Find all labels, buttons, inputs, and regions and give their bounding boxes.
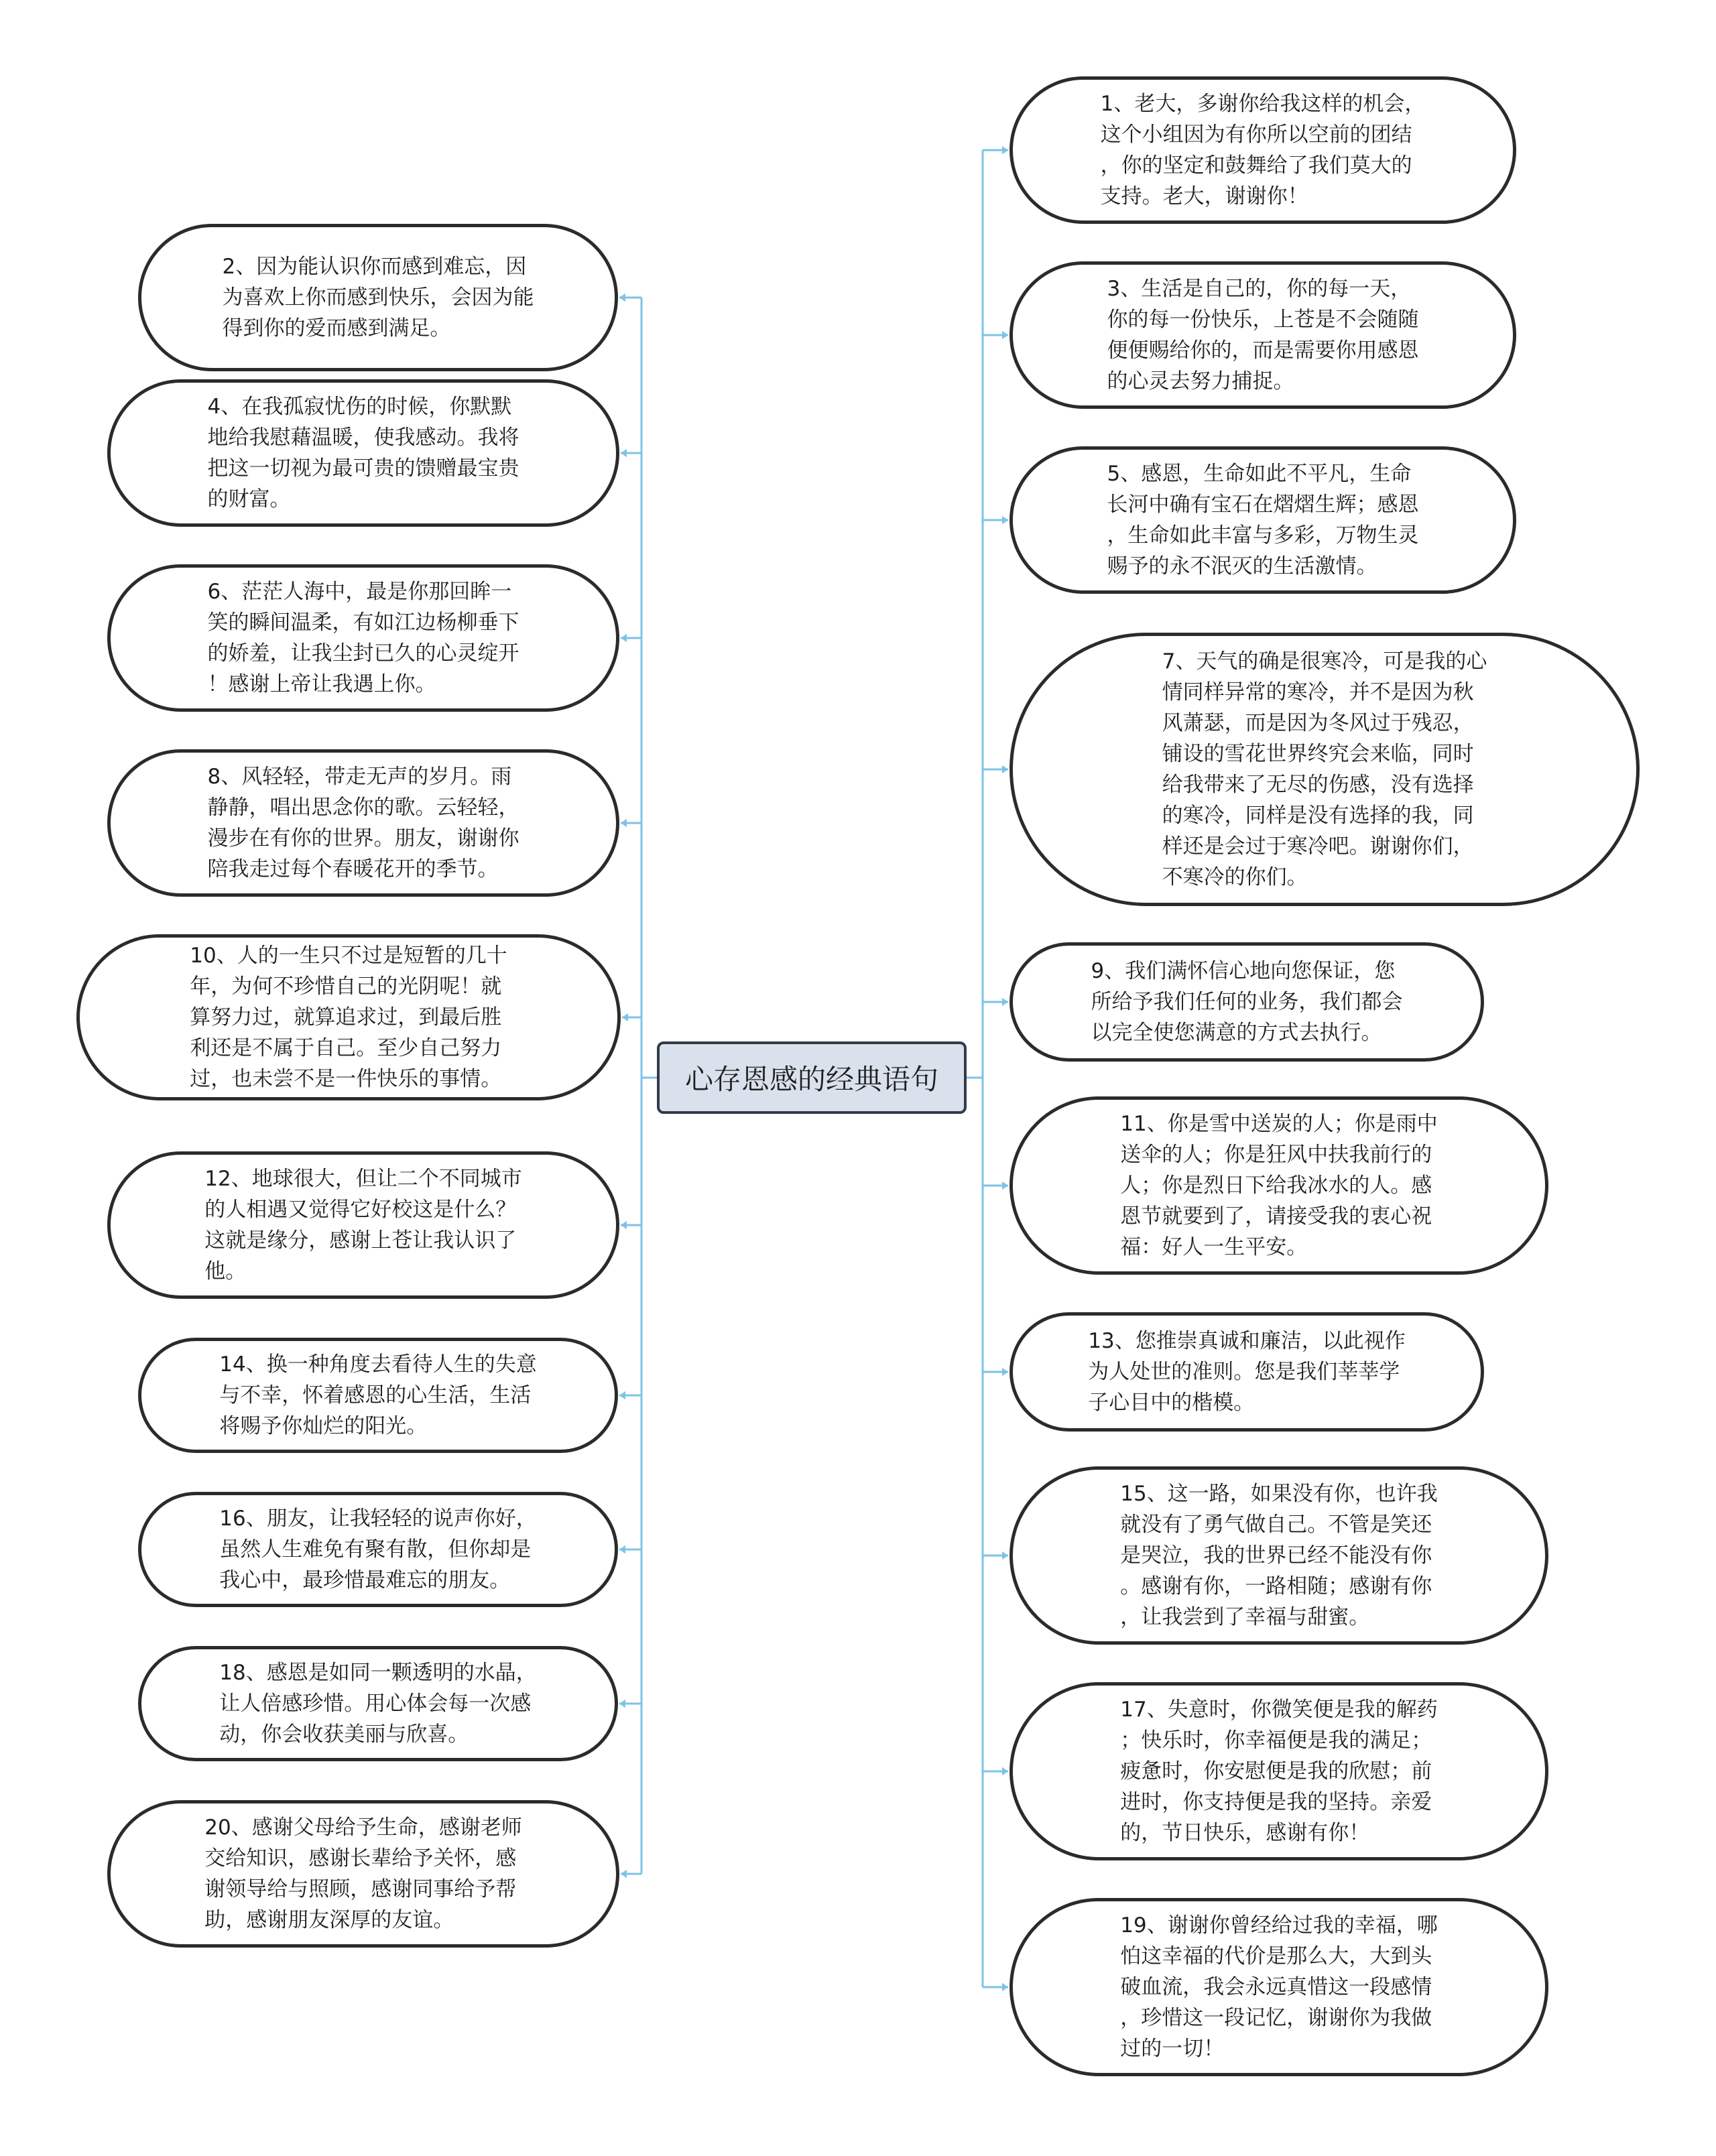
branch-node-text: 15、这一路，如果没有你，也许我 就没有了勇气做自己。不管是笑还 是哭泣，我的世界已经不能没有你 。感谢有你，一路相随；感谢有你 ，让我尝到了幸福与甜蜜。	[1120, 1482, 1438, 1629]
branch-node-2[interactable]	[138, 224, 618, 371]
branch-node-1[interactable]	[1009, 76, 1516, 224]
arrow-n16	[619, 1545, 625, 1554]
branch-node-12[interactable]	[107, 1151, 619, 1299]
branch-node-text: 8、风轻轻，带走无声的岁月。雨 静静，唱出思念你的歌。云轻轻， 漫步在有你的世界。朋友，谢谢你 陪我走过每个春暖花开的季节。	[207, 765, 519, 881]
branch-node-3[interactable]	[1009, 261, 1516, 409]
branch-node-text: 18、感恩是如同一颗透明的水晶， 让人倍感珍惜。用心体会每一次感 动，你会收获美丽与欣喜。	[219, 1661, 537, 1747]
arrow-n3	[1002, 331, 1008, 340]
arrow-n12	[621, 1221, 627, 1230]
branch-node-text: 2、因为能认识你而感到难忘，因 为喜欢上你而感到快乐，会因为能 得到你的爱而感到满足。	[222, 255, 534, 340]
branch-node-text: 7、天气的确是很寒冷，可是我的心 情同样异常的寒冷，并不是因为秋 风萧瑟，而是因为冬风过于残忍， 铺设的雪花世界终究会来临，同时 给我带来了无尽的伤感，没有选择 的寒冷，同样是没有选择的我，同 样还是会过于寒冷吧。谢谢你们， 不寒冷的你们。	[1162, 649, 1487, 889]
branch-node-text: 11、你是雪中送炭的人；你是雨中 送伞的人；你是狂风中扶我前行的 人；你是烈日下给我冰水的人。感 恩节就要到了，请接受我的衷心祝 福：好人一生平安。	[1120, 1112, 1438, 1259]
branch-node-16[interactable]	[138, 1492, 618, 1607]
arrow-n14	[619, 1391, 625, 1400]
branch-node-text: 1、老大，多谢你给我这样的机会， 这个小组因为有你所以空前的团结 ，你的坚定和鼓舞给了我们莫大的 支持。老大，谢谢你！	[1100, 92, 1426, 208]
branch-node-7[interactable]	[1009, 633, 1640, 906]
branch-node-19[interactable]	[1009, 1898, 1548, 2076]
branch-node-text: 16、朋友，让我轻轻的说声你好， 虽然人生难免有聚有散，但你却是 我心中，最珍惜最难忘的朋友。	[219, 1507, 537, 1592]
central-topic-label: 心存恩感的经典语句	[684, 1063, 938, 1096]
arrow-n8	[621, 819, 627, 828]
branch-node-4[interactable]	[107, 379, 619, 527]
arrow-n9	[1002, 998, 1008, 1007]
arrow-n6	[621, 634, 627, 643]
branch-node-text: 20、感谢父母给予生命，感谢老师 交给知识，感谢长辈给予关怀，感 谢领导给与照顾，感谢同事给予帮 助，感谢朋友深厚的友谊。	[204, 1816, 522, 1932]
branch-node-6[interactable]	[107, 564, 619, 712]
branch-node-text: 3、生活是自己的，你的每一天， 你的每一份快乐，上苍是不会随随 便便赐给你的，而是需要你用感恩 的心灵去努力捕捉。	[1107, 277, 1419, 393]
branch-node-15[interactable]	[1009, 1466, 1548, 1645]
arrow-n11	[1002, 1182, 1008, 1190]
branch-node-text: 4、在我孤寂忧伤的时候，你默默 地给我慰藉温暖，使我感动。我将 把这一切视为最可贵的馈赠最宝贵 的财富。	[207, 395, 519, 511]
branch-node-10[interactable]	[76, 934, 621, 1100]
arrow-n5	[1002, 516, 1008, 525]
branch-node-17[interactable]	[1009, 1682, 1548, 1860]
branch-node-18[interactable]	[138, 1646, 618, 1761]
arrow-n18	[619, 1700, 625, 1708]
branch-node-text: 12、地球很大，但让二个不同城市 的人相遇又觉得它好校这是什么？ 这就是缘分，感谢上苍让我认识了 他。	[204, 1167, 522, 1283]
branch-node-text: 9、我们满怀信心地向您保证，您 所给予我们任何的业务，我们都会 以完全使您满意的方式去执行。	[1091, 959, 1403, 1045]
branch-node-9[interactable]	[1009, 942, 1484, 1062]
branch-node-11[interactable]	[1009, 1096, 1548, 1275]
arrow-n17	[1002, 1767, 1008, 1776]
branch-node-8[interactable]	[107, 749, 619, 897]
arrow-n7	[1002, 765, 1008, 774]
branch-node-text: 6、茫茫人海中，最是你那回眸一 笑的瞬间温柔，有如江边杨柳垂下 的娇羞，让我尘封已久的心灵绽开 ！感谢上帝让我遇上你。	[207, 580, 519, 696]
branch-node-text: 17、失意时，你微笑便是我的解药 ；快乐时，你幸福便是我的满足； 疲惫时，你安慰便是我的欣慰；前 进时，你支持便是我的坚持。亲爱 的，节日快乐，感谢有你！	[1120, 1698, 1438, 1845]
branch-node-text: 5、感恩，生命如此不平凡，生命 长河中确有宝石在熠熠生辉；感恩 ，生命如此丰富与多彩，万物生灵 赐予的永不泯灭的生活激情。	[1107, 462, 1419, 578]
arrow-n10	[622, 1013, 628, 1022]
branch-node-20[interactable]	[107, 1800, 619, 1948]
arrow-n13	[1002, 1368, 1008, 1377]
arrow-n15	[1002, 1551, 1008, 1560]
branch-node-text: 14、换一种角度去看待人生的失意 与不幸，怀着感恩的心生活，生活 将赐予你灿烂的阳光。	[219, 1352, 537, 1438]
branch-node-text: 13、您推崇真诚和廉洁，以此视作 为人处世的准则。您是我们莘莘学 子心目中的楷模。	[1088, 1329, 1406, 1415]
arrow-n1	[1002, 146, 1008, 155]
branch-node-text: 10、人的一生只不过是短暂的几十 年，为何不珍惜自己的光阴呢！就 算努力过，就算追求过，到最后胜 利还是不属于自己。至少自己努力 过，也未尝不是一件快乐的事情。	[190, 944, 507, 1091]
arrow-n2	[619, 294, 625, 302]
arrow-n19	[1002, 1983, 1008, 1992]
central-topic[interactable]	[657, 1041, 967, 1114]
arrow-n4	[621, 449, 627, 458]
arrow-n20	[621, 1870, 627, 1879]
branch-node-5[interactable]	[1009, 446, 1516, 594]
branch-node-text: 19、谢谢你曾经给过我的幸福，哪 怕这幸福的代价是那么大，大到头 破血流，我会永远真惜这一段感情 ，珍惜这一段记忆，谢谢你为我做 过的一切！	[1120, 1913, 1438, 2061]
branch-node-14[interactable]	[138, 1338, 618, 1453]
branch-node-13[interactable]	[1009, 1312, 1484, 1432]
